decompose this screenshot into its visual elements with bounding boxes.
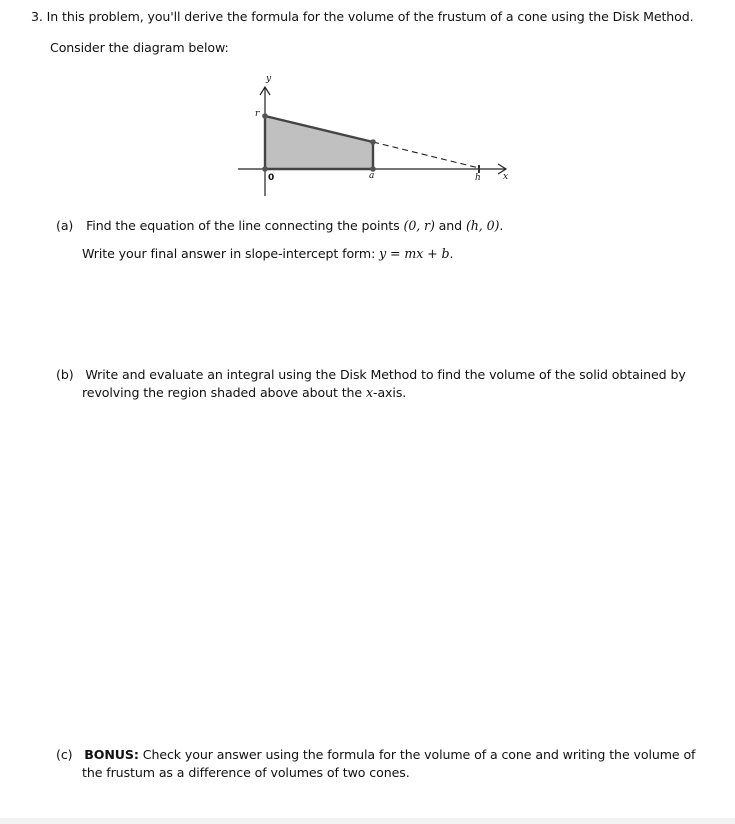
slope-intercept-formula: y = mx + b	[379, 246, 450, 261]
part-c-line1: (c) BONUS: Check your answer using the formula for the volume of a cone and writing the volume of	[56, 747, 696, 762]
y-axis-label: y	[266, 74, 272, 84]
problem-statement	[31, 8, 694, 26]
point-h-0: (h, 0)	[465, 218, 500, 233]
point-r	[262, 113, 268, 119]
r-label: r	[255, 109, 260, 119]
point-a-top	[370, 139, 376, 145]
x-axis-label: x	[503, 172, 509, 182]
problem-intro: In this problem, you'll derive the formula for the volume of the frustum of a cone using the Disk Method.	[46, 9, 694, 24]
dashed-extension	[373, 142, 479, 168]
frustum-diagram	[230, 70, 520, 205]
h-label: h	[475, 173, 481, 183]
part-a-label: (a)	[56, 218, 74, 233]
shaded-region	[265, 116, 373, 169]
part-a-line1: (a) Find the equation of the line connecting the points (0, r) and (h, 0).	[56, 218, 504, 233]
part-c-label: (c)	[56, 747, 73, 762]
part-c-line2: the frustum as a difference of volumes of two cones.	[82, 765, 410, 780]
bonus-label: BONUS:	[84, 747, 139, 762]
point-0-r: (0, r)	[403, 218, 435, 233]
part-b-label: (b)	[56, 367, 74, 382]
part-b-line1: (b) Write and evaluate an integral using the Disk Method to find the volume of the solid obtained by	[56, 367, 686, 382]
a-label: a	[369, 171, 375, 181]
consider-text: Consider the diagram below:	[50, 40, 229, 55]
page-bottom-strip	[0, 818, 735, 824]
part-b-line2: revolving the region shaded above about the x-axis.	[82, 385, 407, 400]
part-a-line2: Write your final answer in slope-intercept form: y = mx + b.	[82, 246, 454, 261]
origin-label: 0	[268, 173, 275, 183]
point-origin	[262, 166, 268, 172]
problem-number: 3.	[31, 9, 43, 24]
